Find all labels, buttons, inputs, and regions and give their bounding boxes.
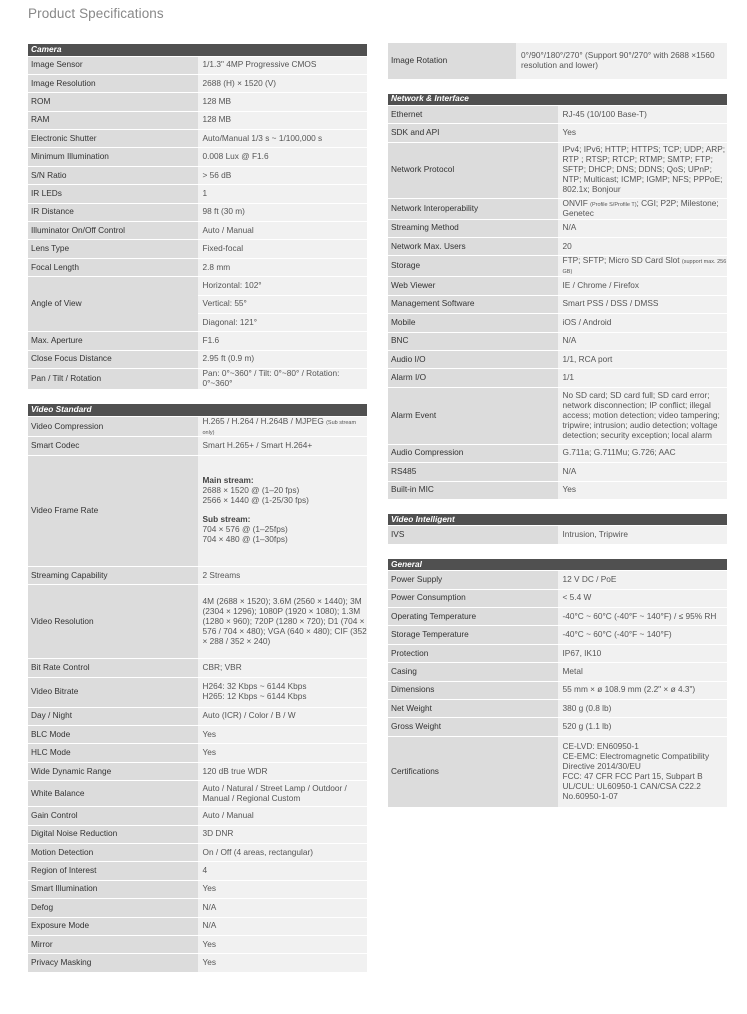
spec-value bbox=[198, 416, 368, 437]
table-row bbox=[28, 899, 367, 917]
stream-heading: Sub stream: bbox=[202, 514, 251, 525]
spec-value-line: Pan: 0°~360° / Tilt: 0°~80° / Rotation: 0°~360° bbox=[202, 368, 340, 389]
spec-value bbox=[198, 258, 368, 276]
table-row bbox=[388, 350, 727, 368]
spec-value bbox=[198, 781, 368, 807]
spec-value bbox=[198, 148, 368, 166]
spec-value bbox=[198, 659, 368, 677]
table-row bbox=[28, 185, 367, 203]
table-row bbox=[28, 111, 367, 129]
table-row bbox=[388, 571, 727, 589]
spec-value bbox=[198, 825, 368, 843]
section-header bbox=[28, 44, 367, 56]
spec-value-line: 704 × 480 @ (1–30fps) bbox=[202, 534, 288, 545]
spec-value bbox=[558, 219, 728, 237]
spec-value-line: CE-LVD: EN60950-1 bbox=[562, 740, 639, 751]
spec-value bbox=[198, 843, 368, 861]
spec-value bbox=[198, 56, 368, 74]
table-row bbox=[388, 663, 727, 681]
table-row bbox=[388, 736, 727, 807]
spec-value-line: IE / Chrome / Firefox bbox=[562, 280, 640, 291]
spec-value-line: 2566 × 1440 @ (1-25/30 fps) bbox=[202, 495, 309, 506]
spec-value bbox=[558, 106, 728, 124]
table-row bbox=[388, 43, 727, 79]
spec-label: Protection bbox=[388, 644, 558, 662]
spec-value bbox=[198, 880, 368, 898]
left-column bbox=[28, 44, 367, 987]
spec-value bbox=[198, 185, 368, 203]
spec-label: Streaming Capability bbox=[28, 566, 198, 584]
table-row bbox=[388, 295, 727, 313]
spec-label: Gain Control bbox=[28, 807, 198, 825]
table-row bbox=[28, 166, 367, 184]
spec-value bbox=[558, 142, 728, 198]
spec-value-line: 2 Streams bbox=[202, 569, 241, 580]
spec-label: Motion Detection bbox=[28, 843, 198, 861]
spec-value-line: IPv4; IPv6; HTTP; HTTPS; TCP; UDP; ARP; RTP ; RTSP; RTCP; RTMP; SMTP; FTP; SFTP; DHCP; DNS; DDNS; QoS; UPnP; NTP; Multicast; ICMP; IGMP; NFS; PPPoE; 802.1x; Bonjour bbox=[562, 144, 726, 195]
spec-value-line: 1/1, RCA port bbox=[562, 353, 613, 364]
table-row bbox=[388, 608, 727, 626]
spec-value bbox=[198, 222, 368, 240]
table-row bbox=[28, 585, 367, 659]
spec-value-line: UL/CUL: UL60950-1 CAN/CSA C22.2 No.60950-1-07 bbox=[562, 780, 701, 801]
spec-value-line: Yes bbox=[202, 938, 217, 949]
spec-value-line: iOS / Android bbox=[562, 316, 612, 327]
spec-label: Network Protocol bbox=[388, 142, 558, 198]
spec-value-line: H264: 32 Kbps ~ 6144 Kbps bbox=[202, 681, 307, 692]
table-row bbox=[28, 935, 367, 953]
table-row bbox=[388, 238, 727, 256]
spec-label: Network Interoperability bbox=[388, 198, 558, 219]
spec-value bbox=[558, 589, 728, 607]
table-row bbox=[388, 277, 727, 295]
spec-value bbox=[558, 626, 728, 644]
spec-value-line: 1/1.3" 4MP Progressive CMOS bbox=[202, 59, 317, 70]
spec-label: Web Viewer bbox=[388, 277, 558, 295]
spec-value-line: FCC: 47 CFR FCC Part 15, Subpart B bbox=[562, 770, 703, 781]
spec-value-line: Yes bbox=[202, 747, 217, 758]
table-row bbox=[28, 707, 367, 725]
spec-label: Pan / Tilt / Rotation bbox=[28, 369, 198, 390]
spec-label: S/N Ratio bbox=[28, 166, 198, 184]
spec-value bbox=[558, 198, 728, 219]
table-row bbox=[388, 332, 727, 350]
section-header bbox=[388, 94, 727, 106]
spec-value-line: Auto / Natural / Street Lamp / Outdoor / Manual / Regional Custom bbox=[202, 782, 347, 803]
spec-value-line: FTP; SFTP; Micro SD Card Slot bbox=[562, 255, 680, 266]
spec-value-line: 128 MB bbox=[202, 114, 232, 125]
spec-value bbox=[198, 707, 368, 725]
section-title: Network & Interface bbox=[388, 94, 727, 106]
spec-label: Operating Temperature bbox=[388, 608, 558, 626]
spec-label: Defog bbox=[28, 899, 198, 917]
spec-value-line: Yes bbox=[202, 883, 217, 894]
spec-value-line: 1 bbox=[202, 187, 208, 198]
spec-value bbox=[198, 166, 368, 184]
spec-label: Power Supply bbox=[388, 571, 558, 589]
table-row bbox=[28, 130, 367, 148]
spec-label: Day / Night bbox=[28, 707, 198, 725]
spec-value bbox=[198, 74, 368, 92]
table-row bbox=[388, 644, 727, 662]
section-title: General bbox=[388, 559, 727, 571]
spec-label: Smart Illumination bbox=[28, 880, 198, 898]
spec-note: (support max. 256 GB) bbox=[562, 259, 727, 276]
spec-label: Max. Aperture bbox=[28, 332, 198, 350]
spec-value-line: 20 bbox=[562, 240, 572, 251]
table-row bbox=[388, 124, 727, 142]
spec-value-line: Yes bbox=[562, 127, 577, 138]
spec-label: White Balance bbox=[28, 781, 198, 807]
spec-label: RS485 bbox=[388, 463, 558, 481]
spec-label: Management Software bbox=[388, 295, 558, 313]
table-row bbox=[28, 332, 367, 350]
spec-label: Minimum Illumination bbox=[28, 148, 198, 166]
spec-value-line: N/A bbox=[202, 901, 217, 912]
spec-label: Storage bbox=[388, 256, 558, 277]
spec-value bbox=[198, 455, 368, 566]
spec-value-line: 2.8 mm bbox=[202, 261, 231, 272]
table-row bbox=[388, 369, 727, 387]
spec-label: Mobile bbox=[388, 314, 558, 332]
spec-value-line: Smart PSS / DSS / DMSS bbox=[562, 298, 659, 309]
spec-label: Mirror bbox=[28, 935, 198, 953]
table-row bbox=[28, 74, 367, 92]
spec-label: Region of Interest bbox=[28, 862, 198, 880]
spec-value bbox=[198, 585, 368, 659]
spec-value bbox=[198, 240, 368, 258]
table-row bbox=[28, 277, 367, 295]
spec-value bbox=[198, 111, 368, 129]
table-row bbox=[388, 142, 727, 198]
table-row bbox=[388, 198, 727, 219]
spec-value-line: -40°C ~ 60°C (-40°F ~ 140°F) / ≤ 95% RH bbox=[562, 610, 717, 621]
spec-value bbox=[558, 718, 728, 736]
spec-note: (Profile S/Profile T) bbox=[590, 201, 637, 208]
section-title: Camera bbox=[28, 44, 367, 56]
spec-label: Ethernet bbox=[388, 106, 558, 124]
spec-label: Focal Length bbox=[28, 258, 198, 276]
table-row bbox=[28, 148, 367, 166]
spec-value-line: On / Off (4 areas, rectangular) bbox=[202, 846, 314, 857]
spec-table-video-standard bbox=[28, 404, 367, 973]
spec-label: Alarm Event bbox=[388, 387, 558, 444]
spec-label: Audio I/O bbox=[388, 350, 558, 368]
spec-table-video-intelligent bbox=[388, 514, 727, 545]
spec-label: Network Max. Users bbox=[388, 238, 558, 256]
spec-label: Power Consumption bbox=[388, 589, 558, 607]
spec-value-line: 98 ft (30 m) bbox=[202, 206, 245, 217]
table-row bbox=[388, 387, 727, 444]
spec-label: IR Distance bbox=[28, 203, 198, 221]
spec-label: Video Bitrate bbox=[28, 677, 198, 707]
table-row bbox=[28, 807, 367, 825]
spec-value bbox=[198, 350, 368, 368]
spec-label: Net Weight bbox=[388, 700, 558, 718]
spec-value-line: Auto/Manual 1/3 s ~ 1/100,000 s bbox=[202, 132, 323, 143]
spec-value-text: ONVIF bbox=[562, 197, 591, 208]
table-row bbox=[388, 626, 727, 644]
table-row bbox=[28, 744, 367, 762]
spec-label: Storage Temperature bbox=[388, 626, 558, 644]
spec-value bbox=[198, 93, 368, 111]
table-row bbox=[28, 93, 367, 111]
spec-table-network-interface bbox=[388, 94, 727, 500]
table-row bbox=[28, 56, 367, 74]
spec-value bbox=[516, 43, 727, 79]
spec-value bbox=[198, 807, 368, 825]
table-row bbox=[388, 681, 727, 699]
spec-value-line: RJ-45 (10/100 Base-T) bbox=[562, 108, 647, 119]
spec-value bbox=[198, 917, 368, 935]
spec-label: Built-in MIC bbox=[388, 481, 558, 499]
spec-label: Privacy Masking bbox=[28, 954, 198, 972]
spec-value bbox=[198, 954, 368, 972]
spec-value-line: CBR; VBR bbox=[202, 661, 242, 672]
spec-label: Image Rotation bbox=[388, 43, 516, 79]
stream-heading: Main stream: bbox=[202, 475, 254, 486]
table-row bbox=[28, 677, 367, 707]
spec-label: Lens Type bbox=[28, 240, 198, 258]
spec-label: HLC Mode bbox=[28, 744, 198, 762]
table-row bbox=[28, 726, 367, 744]
spec-value bbox=[198, 203, 368, 221]
spec-value bbox=[198, 677, 368, 707]
spec-value-line: Metal bbox=[562, 665, 583, 676]
spec-value-line: G.711a; G.711Mu; G.726; AAC bbox=[562, 447, 676, 458]
spec-note: (Sub stream only) bbox=[202, 419, 357, 436]
spec-value-line: Fixed-focal bbox=[202, 243, 244, 254]
spec-value-line: 4M (2688 × 1520); 3.6M (2560 × 1440); 3M (2304 × 1296); 1080P (1920 × 1080); 1.3M (1280 × 960); 720P (1280 × 720); D1 (704 × 576 / 704 × 480); VGA (640 × 480); CIF (352 × 288 / 352 × 240) bbox=[202, 595, 367, 646]
spec-value-line: > 56 dB bbox=[202, 169, 232, 180]
spec-label: Angle of View bbox=[28, 277, 198, 332]
spec-value bbox=[558, 295, 728, 313]
spec-value-line: Smart H.265+ / Smart H.264+ bbox=[202, 440, 313, 451]
spec-label: Alarm I/O bbox=[388, 369, 558, 387]
table-row bbox=[28, 350, 367, 368]
spec-value bbox=[558, 314, 728, 332]
table-row bbox=[28, 240, 367, 258]
spec-label: Casing bbox=[388, 663, 558, 681]
table-row bbox=[28, 222, 367, 240]
spec-value-line: < 5.4 W bbox=[562, 592, 592, 603]
spec-value-line: 0.008 Lux @ F1.6 bbox=[202, 151, 269, 162]
spec-value bbox=[558, 256, 728, 277]
table-row bbox=[28, 843, 367, 861]
spec-table-continued bbox=[388, 43, 727, 80]
spec-value bbox=[198, 744, 368, 762]
table-row bbox=[28, 369, 367, 390]
spec-value: Vertical: 55° bbox=[198, 295, 368, 313]
spec-value-line: 0°/90°/180°/270° (Support 90°/270° with 2688 ×1560 resolution and lower) bbox=[521, 49, 715, 70]
spec-value-line: H.265 / H.264 / H.264B / MJPEG bbox=[202, 415, 324, 426]
spec-value-line: N/A bbox=[562, 335, 577, 346]
spec-value bbox=[198, 935, 368, 953]
table-row bbox=[28, 917, 367, 935]
spec-table-general bbox=[388, 559, 727, 808]
section-title: Video Intelligent bbox=[388, 514, 727, 526]
table-row bbox=[28, 825, 367, 843]
spec-value bbox=[198, 369, 368, 390]
spec-value-line: N/A bbox=[562, 465, 577, 476]
table-row bbox=[388, 718, 727, 736]
spec-value-text: ; CGI; P2P; Milestone; Genetec bbox=[562, 197, 719, 218]
section-header bbox=[388, 559, 727, 571]
spec-value bbox=[558, 350, 728, 368]
spec-value-line: 380 g (0.8 lb) bbox=[562, 702, 612, 713]
spec-value bbox=[558, 369, 728, 387]
spec-value bbox=[198, 762, 368, 780]
spec-value bbox=[558, 481, 728, 499]
section-header bbox=[28, 404, 367, 416]
spec-value bbox=[558, 681, 728, 699]
table-row bbox=[28, 416, 367, 437]
table-row bbox=[28, 762, 367, 780]
table-row bbox=[388, 526, 727, 544]
spec-value: Horizontal: 102° bbox=[198, 277, 368, 295]
spec-value-line: Auto / Manual bbox=[202, 809, 254, 820]
spec-value-line: -40°C ~ 60°C (-40°F ~ 140°F) bbox=[562, 629, 672, 640]
spec-label: Dimensions bbox=[388, 681, 558, 699]
spec-value-line: 704 × 576 @ (1–25fps) bbox=[202, 524, 288, 535]
spec-label: Wide Dynamic Range bbox=[28, 762, 198, 780]
spec-value bbox=[558, 387, 728, 444]
spec-value bbox=[558, 644, 728, 662]
spec-value-line: F1.6 bbox=[202, 335, 220, 346]
spec-label: Certifications bbox=[388, 736, 558, 807]
spec-value-line: 120 dB true WDR bbox=[202, 765, 268, 776]
spec-value-line: Auto / Manual bbox=[202, 224, 254, 235]
page-title: Product Specifications bbox=[28, 6, 164, 21]
spec-value bbox=[558, 526, 728, 544]
table-row bbox=[28, 954, 367, 972]
spec-value-line: Auto (ICR) / Color / B / W bbox=[202, 710, 296, 721]
spec-value bbox=[558, 736, 728, 807]
spec-value: Diagonal: 121° bbox=[198, 313, 368, 331]
spec-value bbox=[198, 899, 368, 917]
spec-label: IVS bbox=[388, 526, 558, 544]
table-row bbox=[388, 314, 727, 332]
table-row bbox=[28, 258, 367, 276]
spec-value bbox=[198, 332, 368, 350]
spec-value-line: 2688 × 1520 @ (1–20 fps) bbox=[202, 485, 300, 496]
spec-value bbox=[558, 444, 728, 462]
spec-label: Exposure Mode bbox=[28, 917, 198, 935]
table-row bbox=[388, 219, 727, 237]
spec-value bbox=[558, 463, 728, 481]
spec-value-line: 55 mm × ø 108.9 mm (2.2" × ø 4.3") bbox=[562, 684, 696, 695]
spec-label: Smart Codec bbox=[28, 437, 198, 455]
table-row bbox=[28, 659, 367, 677]
table-row bbox=[388, 589, 727, 607]
spec-value-line: 2688 (H) × 1520 (V) bbox=[202, 77, 277, 88]
table-row bbox=[28, 862, 367, 880]
spec-label: Audio Compression bbox=[388, 444, 558, 462]
spec-label: Digital Noise Reduction bbox=[28, 825, 198, 843]
spec-value bbox=[558, 277, 728, 295]
spec-value-line: 4 bbox=[202, 865, 208, 876]
spec-label: Video Compression bbox=[28, 416, 198, 437]
spec-label: Video Frame Rate bbox=[28, 455, 198, 566]
table-row bbox=[28, 437, 367, 455]
spec-label: BLC Mode bbox=[28, 726, 198, 744]
table-row bbox=[28, 781, 367, 807]
spec-value bbox=[198, 437, 368, 455]
table-row bbox=[388, 444, 727, 462]
spec-label: BNC bbox=[388, 332, 558, 350]
spec-value bbox=[558, 124, 728, 142]
spec-value-line: 520 g (1.1 lb) bbox=[562, 721, 612, 732]
table-row bbox=[388, 256, 727, 277]
table-row bbox=[388, 481, 727, 499]
spec-value-line: Intrusion, Tripwire bbox=[562, 529, 628, 540]
spec-value-line: CE-EMC: Electromagnetic Compatibility Directive 2014/30/EU bbox=[562, 750, 710, 771]
spec-value-line: 2.95 ft (0.9 m) bbox=[202, 353, 255, 364]
table-row bbox=[28, 566, 367, 584]
spec-value-line: 128 MB bbox=[202, 96, 232, 106]
spec-value bbox=[558, 700, 728, 718]
spec-label: Video Resolution bbox=[28, 585, 198, 659]
spec-value bbox=[198, 862, 368, 880]
spec-value-line: IP67, IK10 bbox=[562, 647, 602, 658]
spec-value-line: Yes bbox=[202, 957, 217, 968]
section-header bbox=[388, 514, 727, 526]
spec-label: SDK and API bbox=[388, 124, 558, 142]
spec-label: Image Sensor bbox=[28, 56, 198, 74]
table-row bbox=[388, 700, 727, 718]
section-title: Video Standard bbox=[28, 404, 367, 416]
spec-label: Gross Weight bbox=[388, 718, 558, 736]
spec-value-line: N/A bbox=[202, 920, 217, 931]
table-row bbox=[28, 880, 367, 898]
table-row bbox=[388, 463, 727, 481]
spec-table-camera bbox=[28, 44, 367, 390]
table-row bbox=[28, 203, 367, 221]
spec-value-line: N/A bbox=[562, 222, 577, 233]
spec-label: Close Focus Distance bbox=[28, 350, 198, 368]
spec-value-line: 3D DNR bbox=[202, 828, 234, 839]
spec-label: Streaming Method bbox=[388, 219, 558, 237]
spec-value bbox=[558, 332, 728, 350]
spec-value bbox=[558, 238, 728, 256]
spec-value bbox=[558, 608, 728, 626]
spec-value-line: Yes bbox=[562, 484, 577, 495]
spec-label: Electronic Shutter bbox=[28, 130, 198, 148]
spec-label: RAM bbox=[28, 111, 198, 129]
spec-value-line: 1/1 bbox=[562, 372, 575, 383]
spec-value-line: Yes bbox=[202, 728, 217, 739]
spec-value bbox=[558, 663, 728, 681]
table-row bbox=[28, 455, 367, 566]
spec-value-line: 12 V DC / PoE bbox=[562, 574, 617, 584]
spec-value bbox=[198, 566, 368, 584]
spec-label: Bit Rate Control bbox=[28, 659, 198, 677]
spec-label: IR LEDs bbox=[28, 185, 198, 203]
spec-value bbox=[198, 726, 368, 744]
spec-value bbox=[198, 130, 368, 148]
right-column bbox=[388, 43, 727, 822]
spec-label: ROM bbox=[28, 93, 198, 111]
spec-label: Illuminator On/Off Control bbox=[28, 222, 198, 240]
spec-value-line: No SD card; SD card full; SD card error; network disconnection; IP conflict; illegal access; motion detection; video tampering; tripwire; intrusion; audio detection; voltage detection; security exception; local alarm bbox=[562, 389, 720, 440]
table-row bbox=[388, 106, 727, 124]
spec-value-line: H265: 12 Kbps ~ 6144 Kbps bbox=[202, 691, 307, 702]
spec-label: Image Resolution bbox=[28, 74, 198, 92]
spec-value bbox=[558, 571, 728, 589]
